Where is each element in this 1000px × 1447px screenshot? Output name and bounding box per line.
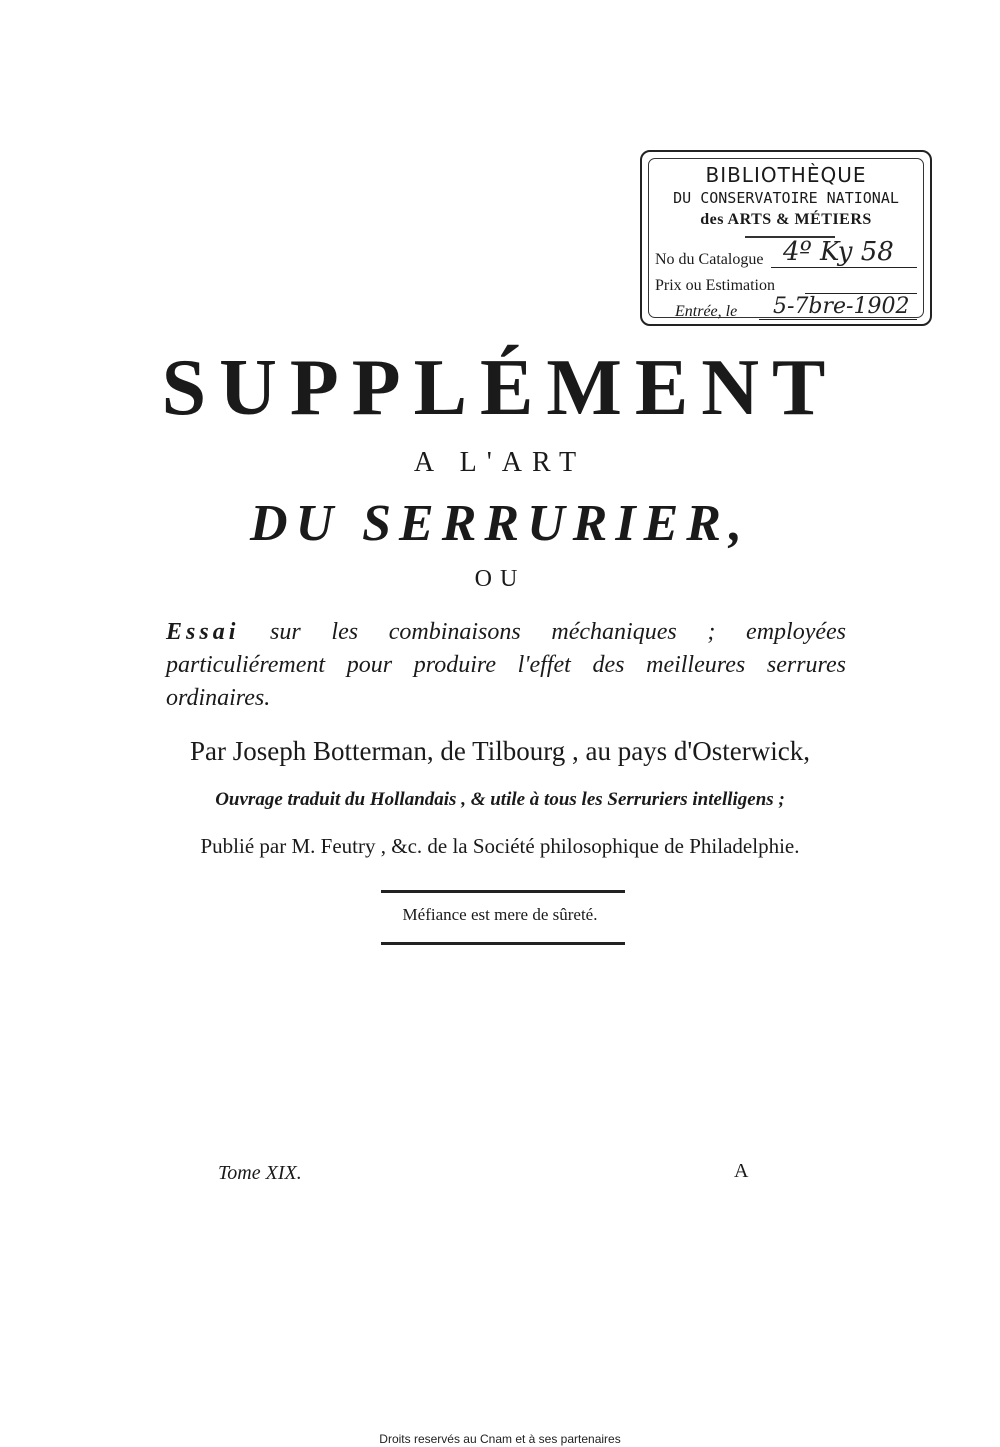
stamp-library-name: BIBLIOTHÈQUE: [705, 163, 867, 187]
stamp-inner-border: [648, 158, 924, 318]
author-line: Par Joseph Botterman, de Tilbourg , au pays d'Osterwick,: [189, 736, 811, 766]
rights-footer: Droits reservés au Cnam et à ses partenaires: [379, 1432, 621, 1446]
bottom-rule: [381, 942, 625, 945]
essai-first-word: Essai: [166, 619, 240, 645]
page-title: SUPPLÉMENT: [161, 344, 839, 432]
stamp-catalogue-line: [771, 267, 917, 268]
motto: Méfiance est mere de sûreté.: [402, 905, 598, 924]
stamp-entree-label: Entrée, le: [675, 303, 738, 320]
essai-paragraph: [166, 616, 846, 715]
translation-note: Ouvrage traduit du Hollandais , & utile à tous les Serruriers intelligens ;: [215, 789, 785, 810]
stamp-entree-line: [759, 319, 917, 320]
top-rule: [381, 890, 625, 893]
stamp-catalogue-value: 4º Ky 58: [783, 237, 894, 267]
signature-mark: A: [734, 1160, 749, 1182]
stamp-catalogue-label: No du Catalogue: [655, 251, 764, 268]
main-title: DU SERRURIER,: [250, 495, 750, 552]
stamp-entree-value: 5-7bre-1902: [773, 294, 910, 319]
stamp-catalogue-field: [655, 237, 917, 269]
subtitle: A L'ART: [413, 447, 587, 478]
library-stamp: [640, 150, 932, 326]
essai-text: sur les combinaisons méchaniques ; employées particuliérement pour produire l'effet des meilleures serrures ordinaires.: [166, 619, 847, 711]
publisher-line: Publié par M. Feutry , &c. de la Société philosophique de Philadelphie.: [200, 834, 800, 858]
stamp-prix-field: [655, 277, 917, 295]
stamp-arts-metiers: des ARTS & MÉTIERS: [700, 211, 872, 228]
tome-number: Tome XIX.: [218, 1162, 302, 1184]
conjunction-ou: OU: [474, 566, 526, 592]
stamp-conservatoire: DU CONSERVATOIRE NATIONAL: [673, 189, 899, 207]
stamp-entree-field: [655, 294, 917, 321]
stamp-prix-label: Prix ou Estimation: [655, 277, 775, 294]
